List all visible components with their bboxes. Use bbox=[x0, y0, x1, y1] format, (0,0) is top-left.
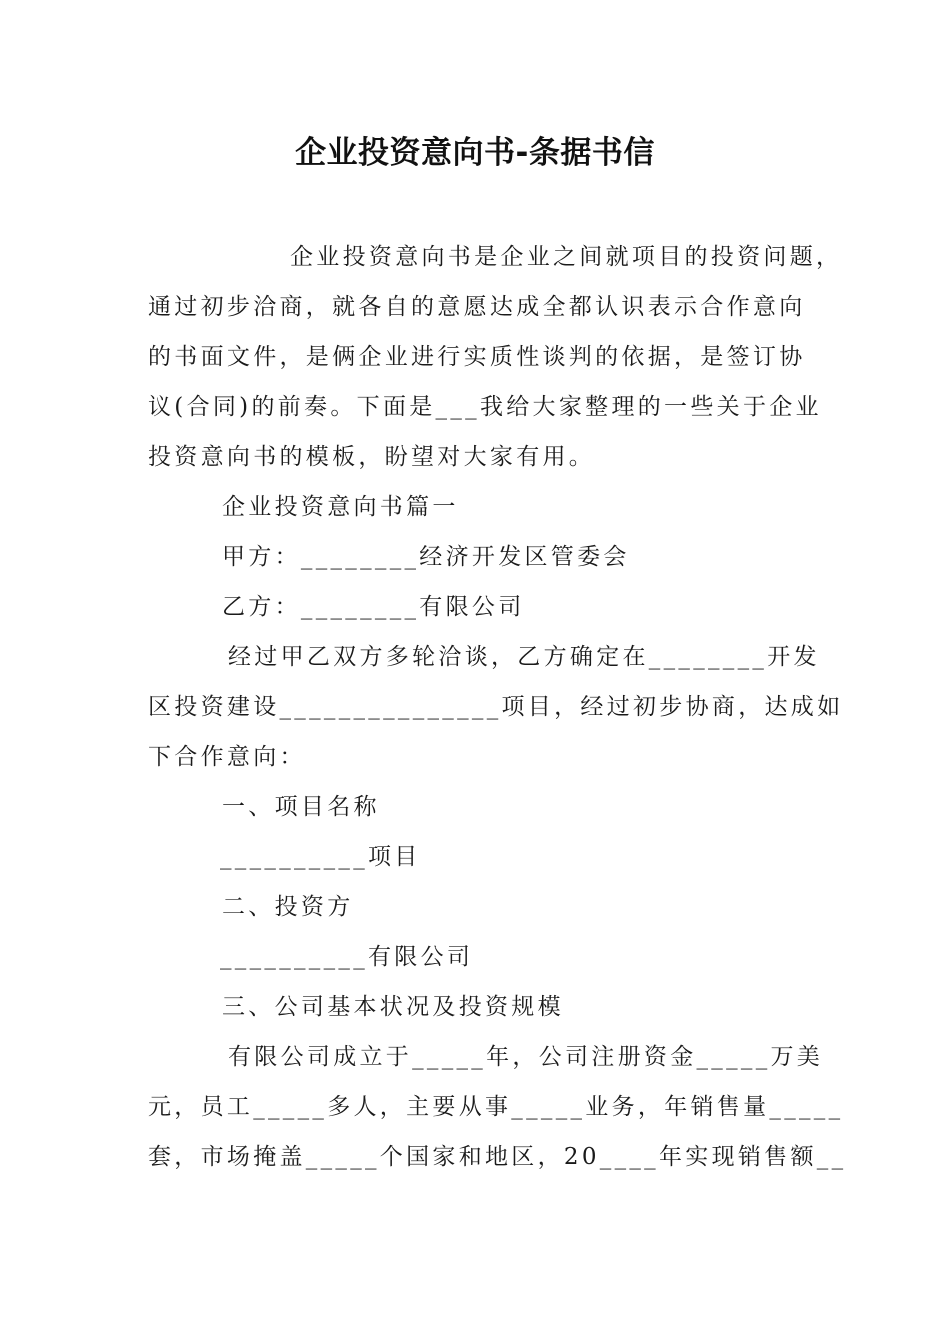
project-name-blank: __________项目 bbox=[220, 844, 421, 870]
heading-company-status: 三、公司基本状况及投资规模 bbox=[222, 994, 564, 1020]
intent-paragraph-line-2: 区投资建设_______________项目，经过初步协商，达成如 bbox=[148, 694, 844, 720]
intent-paragraph-line-3: 下合作意向： bbox=[148, 744, 306, 770]
company-paragraph-line-3: 套，市场掩盖_____个国家和地区，20____年实现销售额__ bbox=[148, 1144, 847, 1170]
heading-investor: 二、投资方 bbox=[222, 894, 354, 920]
party-a-line: 甲方：________经济开发区管委会 bbox=[222, 544, 630, 570]
paragraph-line-1: 企业投资意向书是企业之间就项目的投资问题， bbox=[290, 244, 843, 270]
company-paragraph-line-2: 元，员工_____多人，主要从事_____业务，年销售量_____ bbox=[148, 1094, 844, 1120]
document-title: 企业投资意向书-条据书信 bbox=[295, 135, 655, 171]
paragraph-line-5: 投资意向书的模板，盼望对大家有用。 bbox=[148, 444, 596, 470]
company-paragraph-line-1: 有限公司成立于_____年，公司注册资金_____万美 bbox=[228, 1044, 824, 1070]
section-heading-part-1: 企业投资意向书篇一 bbox=[222, 494, 459, 520]
intent-paragraph-line-1: 经过甲乙双方多轮洽谈，乙方确定在________开发 bbox=[228, 644, 820, 670]
heading-project-name: 一、项目名称 bbox=[222, 794, 380, 820]
party-b-line: 乙方：________有限公司 bbox=[222, 594, 525, 620]
investor-blank: __________有限公司 bbox=[220, 944, 474, 970]
paragraph-line-3: 的书面文件，是俩企业进行实质性谈判的依据，是签订协 bbox=[148, 344, 806, 370]
paragraph-line-4: 议(合同)的前奏。下面是___我给大家整理的一些关于企业 bbox=[148, 394, 822, 420]
paragraph-line-2: 通过初步洽商，就各自的意愿达成全都认识表示合作意向 bbox=[148, 294, 806, 320]
